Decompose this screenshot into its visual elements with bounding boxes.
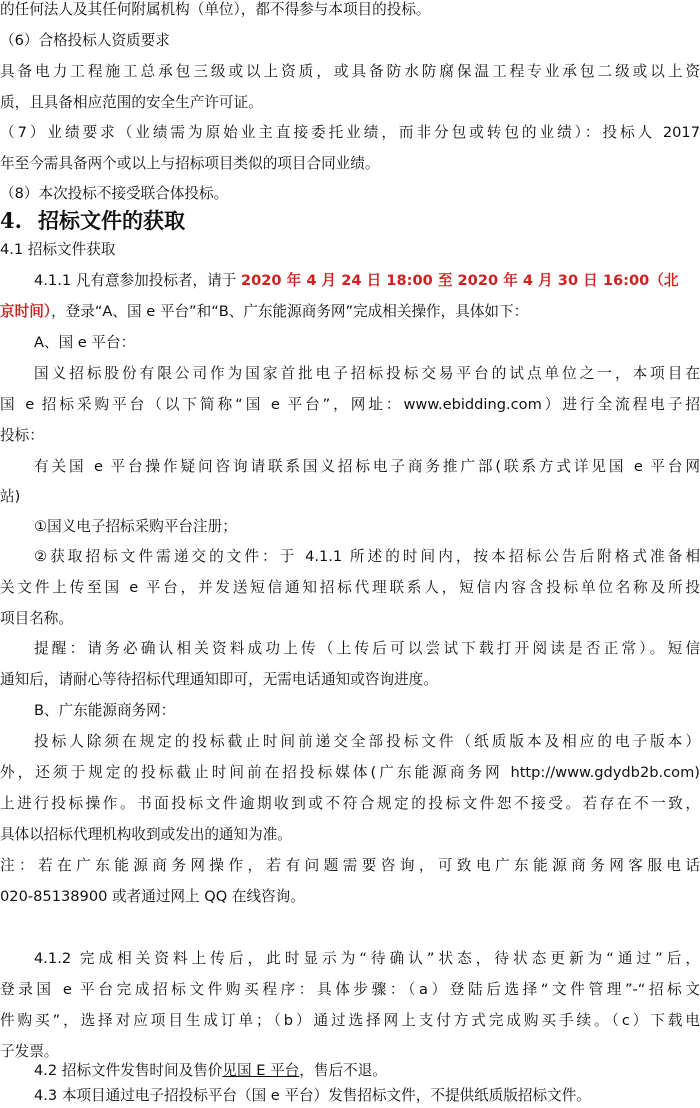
text-line: 的任何法人及其任何附属机构（单位），都不得参与本项目的投标。 xyxy=(0,1,431,18)
subsection-heading xyxy=(34,1061,700,1081)
text-run: 4.1.1 凡有意参加投标者，请于 xyxy=(34,272,241,289)
subsection-heading: （6）合格投标人资质要求 xyxy=(0,32,170,49)
text-line: 件购买”，选择对应项目生成订单；（b）通过选择网上支付方式完成购买手续。（c）下载电 xyxy=(0,1012,700,1029)
paragraph-line xyxy=(0,302,700,322)
text-line: 项目名称。 xyxy=(0,610,73,627)
text-line: 站) xyxy=(0,488,21,505)
text-line: 有关国 e 平台操作疑问咨询请联系国义招标电子商务推广部(联系方式详见国 e 平台网 xyxy=(34,458,700,475)
section-number: 4. xyxy=(0,208,22,233)
item-label: A、国 e 平台： xyxy=(34,334,136,351)
note-line: 020-85138900 或者通过网上 QQ 在线咨询。 xyxy=(0,888,305,905)
text-line: 投标： xyxy=(0,427,44,444)
deadline-text: 京时间） xyxy=(0,303,52,320)
text-line: 子发票。 xyxy=(0,1043,59,1060)
text-run: ，登录“A、国 e 平台”和“B、广东能源商务网”完成相关操作，具体如下： xyxy=(51,303,529,320)
deadline-text: 2020 年 4 月 24 日 18:00 至 2020 年 4 月 30 日 16:00（北 xyxy=(240,272,679,289)
text-line: 关文件上传至国 e 平台，并发送短信通知招标代理联系人，短信内容含投标单位名称及所投 xyxy=(0,579,700,596)
text-line: 年至今需具备两个或以上与招标项目类似的项目合同业绩。 xyxy=(0,155,380,172)
text-line: 投标人除须在规定的投标截止时间前递交全部投标文件（纸质版本及相应的电子版本） xyxy=(34,733,700,750)
list-item: ①国义电子招标采购平台注册； xyxy=(34,518,237,535)
text-line: 国义招标股份有限公司作为国家首批电子招标投标交易平台的试点单位之一，本项目在 xyxy=(34,365,700,382)
text-line: 质，且具备相应范围的安全生产许可证。 xyxy=(0,94,263,111)
text-line: 具体以招标代理机构收到或发出的通知为准。 xyxy=(0,826,292,843)
subsection-heading: 4.1 招标文件获取 xyxy=(0,241,116,258)
text-line: 外，还须于规定的投标截止时间前在招投标媒体(广东能源商务网 http://www.gdydb2b.com) xyxy=(0,764,700,781)
note-line: 注：若在广东能源商务网操作，若有问题需要咨询，可致电广东能源商务网客服电话 xyxy=(0,857,700,874)
text-line: 提醒：请务必确认相关资料成功上传（上传后可以尝试下载打开阅读是否正常）。短信 xyxy=(34,640,700,657)
text-run: 4.2 招标文件发售时间及售价 xyxy=(34,1062,223,1079)
text-line: 国 e 招标采购平台（以下简称“国 e 平台”，网址：www.ebidding.com）进行全流程电子招 xyxy=(0,396,700,413)
text-line: （8）本次投标不接受联合体投标。 xyxy=(0,185,229,202)
text-line: 通知后，请耐心等待招标代理通知即可，无需电话通知或咨询进度。 xyxy=(0,671,438,688)
text-line: 4.1.2 完成相关资料上传后，此时显示为“待确认”状态，待状态更新为“通过”后， xyxy=(34,950,700,967)
list-item: ②获取招标文件需递交的文件：于 4.1.1 所述的时间内，按本招标公告后附格式准备相 xyxy=(34,548,700,565)
text-run: ，售后不退。 xyxy=(299,1062,387,1079)
subsection-heading: 4.3 本项目通过电子招投标平台（国 e 平台）发售招标文件，不提供纸质版招标文件。 xyxy=(34,1087,591,1104)
platform-link[interactable]: 见国 E 平台 xyxy=(222,1062,300,1079)
item-label: B、广东能源商务网： xyxy=(34,702,176,719)
text-line: 具备电力工程施工总承包三级或以上资质，或具备防水防腐保温工程专业承包二级或以上资 xyxy=(0,63,700,80)
section-title: 招标文件的获取 xyxy=(38,208,185,233)
text-line: 上进行投标操作。书面投标文件逾期收到或不符合规定的投标文件恕不接受。若存在不一致， xyxy=(0,795,700,812)
section-heading xyxy=(0,208,700,234)
paragraph-line xyxy=(34,271,700,291)
text-line: （7）业绩要求（业绩需为原始业主直接委托业绩，而非分包或转包的业绩）：投标人 2017 xyxy=(0,124,700,141)
text-line: 登录国 e 平台完成招标文件购买程序：具体步骤：（a）登陆后选择“文件管理”-“招标文 xyxy=(0,981,700,998)
